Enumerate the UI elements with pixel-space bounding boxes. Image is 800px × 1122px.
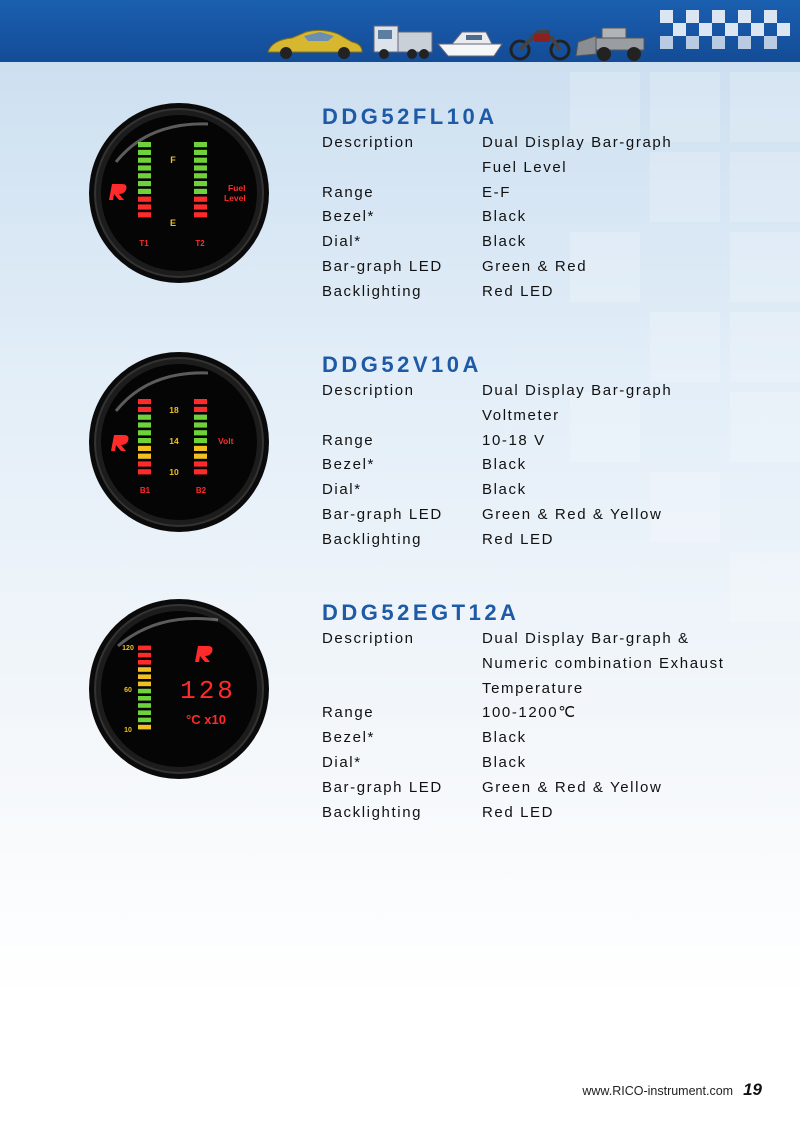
website-link[interactable]: www.RICO-instrument.com [582,1084,734,1098]
spec-label: Description [322,134,415,151]
spec-label: Range [322,704,375,722]
led-segment [194,446,207,451]
spec-label [322,156,482,181]
led-segment [138,407,151,412]
checker-pattern [650,6,800,58]
scale-bottom-label: 10 [124,727,132,734]
spec-label: Backlighting [322,282,423,300]
scale-mid-label: 14 [169,436,179,446]
led-segment [138,454,151,459]
spec-label: Bar-graph LED [322,505,443,523]
model-title: DDG52FL10A [322,104,498,129]
led-segment [138,150,151,155]
led-segment [138,469,151,474]
spec-value: Black [482,233,527,251]
spec-value: Black [482,481,527,499]
spec-row [322,404,782,429]
fuel-side-label: Fuel [228,183,246,193]
led-segment [194,197,207,202]
led-segment [138,197,151,202]
spec-value: Temperature [482,679,584,697]
spec-row [322,379,782,404]
spec-row [322,776,782,801]
spec-row [322,280,782,305]
led-segment [138,646,151,651]
led-segment [138,718,151,723]
led-segment [138,204,151,209]
scale-mid-label: 60 [124,687,132,694]
spec-value: Black [482,753,527,771]
spec-value: Voltmeter [482,406,560,424]
spec-value: Red LED [482,803,555,821]
spec-label: Description [322,630,415,647]
fuel-empty-label: E [169,218,177,228]
scale-top-label: 18 [169,405,179,415]
spec-row [322,627,782,652]
spec-row [322,503,782,528]
spec-row [322,230,782,255]
spec-table [322,131,782,305]
led-segment [194,158,207,163]
spec-value: Green & Red & Yellow [482,778,663,796]
led-segment [194,212,207,217]
spec-value: Black [482,456,527,474]
led-segment [138,422,151,427]
led-segment [194,189,207,194]
spec-label [322,677,482,702]
spec-label: Backlighting [322,530,423,548]
spec-label: Bezel* [322,208,375,226]
spec-label: Description [322,382,415,399]
spec-label [322,652,482,677]
spec-table [322,379,782,553]
led-segment [138,165,151,170]
scale-top-label: 120 [122,645,134,652]
spec-row [322,131,782,156]
led-segment [138,682,151,687]
led-segment [138,173,151,178]
led-segment [194,173,207,178]
b1-label: B1 [139,486,151,495]
spec-row [322,453,782,478]
spec-label: Bezel* [322,456,375,474]
led-segment [194,422,207,427]
led-segment [194,438,207,443]
fuel-full-label: F [170,155,176,165]
t1-label: T1 [139,239,149,248]
spec-value: Dual Display Bar-graph [482,134,673,151]
spec-value: Red LED [482,530,555,548]
spec-row [322,701,782,726]
spec-row [322,429,782,454]
spec-value: E-F [482,183,511,201]
model-title: DDG52V10A [322,352,482,377]
spec-label: Range [322,183,375,201]
spec-row [322,205,782,230]
spec-row [322,652,782,677]
led-segment [138,399,151,404]
led-segment [138,461,151,466]
spec-row [322,255,782,280]
digital-readout: 128 [180,676,236,706]
led-segment [138,660,151,665]
spec-label: Dial* [322,753,362,771]
led-segment [194,150,207,155]
spec-label: Backlighting [322,803,423,821]
led-segment [194,399,207,404]
led-segment [138,674,151,679]
spec-value: Numeric combination Exhaust [482,654,725,672]
boat-icon [438,32,502,56]
car-icon [268,30,362,59]
spec-value: Dual Display Bar-graph & [482,630,690,647]
footer [582,1080,762,1100]
t2-label: T2 [195,239,205,248]
truck-icon [374,26,432,59]
spec-value: Fuel Level [482,158,568,176]
led-segment [194,454,207,459]
spec-row [322,156,782,181]
led-segment [138,142,151,147]
led-segment [194,461,207,466]
egt-gauge [88,598,270,780]
spec-row [322,478,782,503]
spec-row [322,181,782,206]
led-segment [194,165,207,170]
spec-label: Bar-graph LED [322,778,443,796]
led-segment [138,725,151,730]
volt-side-label: Volt [218,436,234,446]
spec-row [322,751,782,776]
voltmeter-gauge [88,351,270,533]
led-segment [194,469,207,474]
spec-value: Green & Red [482,257,588,275]
spec-row [322,726,782,751]
spec-label: Bezel* [322,729,375,747]
loader-icon [576,28,644,61]
led-segment [138,710,151,715]
led-segment [138,189,151,194]
led-segment [138,689,151,694]
led-segment [138,430,151,435]
spec-value: Red LED [482,282,555,300]
led-segment [138,653,151,658]
spec-row [322,677,782,702]
led-segment [194,181,207,186]
led-segment [138,696,151,701]
motorcycle-icon [511,32,569,59]
led-segment [138,667,151,672]
led-segment [194,430,207,435]
spec-row [322,528,782,553]
led-segment [194,407,207,412]
led-segment [138,415,151,420]
led-segment [194,142,207,147]
spec-label: Dial* [322,481,362,499]
spec-value: Black [482,208,527,226]
spec-value: Black [482,729,527,747]
led-segment [138,438,151,443]
spec-label: Range [322,431,375,449]
spec-value: Green & Red & Yellow [482,505,663,523]
b2-label: B2 [195,486,207,495]
spec-value: 10-18 V [482,431,546,449]
page-number: 19 [743,1080,762,1099]
led-segment [194,415,207,420]
unit-label: °C x10 [186,712,226,727]
level-side-label: Level [224,193,246,203]
vehicle-strip [262,14,662,66]
spec-value: Dual Display Bar-graph [482,382,673,399]
spec-label: Dial* [322,233,362,251]
spec-value: 100-1200℃ [482,704,577,722]
spec-table [322,627,782,825]
led-segment [138,446,151,451]
spec-label [322,404,482,429]
led-segment [138,181,151,186]
model-title: DDG52EGT12A [322,600,520,625]
scale-bottom-label: 10 [169,467,179,477]
led-segment [138,212,151,217]
spec-row [322,801,782,826]
fuel-level-gauge [88,102,270,284]
spec-label: Bar-graph LED [322,257,443,275]
led-segment [138,703,151,708]
led-segment [138,158,151,163]
led-segment [194,204,207,209]
